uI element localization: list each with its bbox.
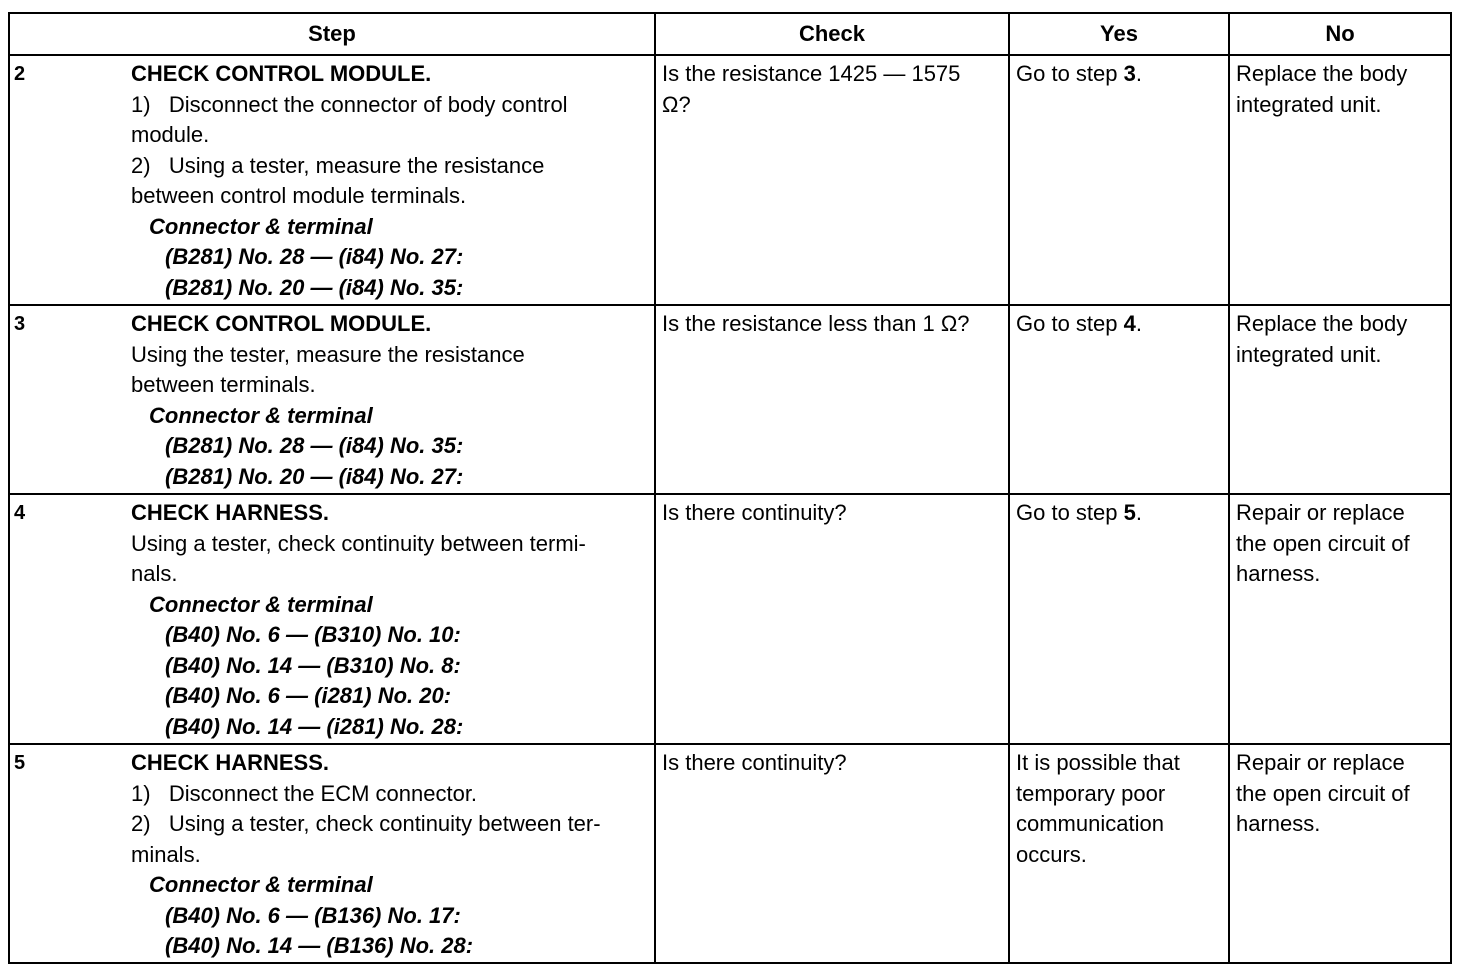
yes-step-ref: 5 — [1123, 500, 1136, 525]
check-cell — [655, 305, 1009, 494]
step-instruction: between control module terminals. — [131, 183, 467, 208]
no-text: Repair or replace — [1236, 750, 1405, 775]
table-row — [9, 744, 1451, 963]
no-text: integrated unit. — [1236, 341, 1382, 367]
step-cell — [9, 55, 655, 305]
header-row — [9, 13, 1451, 55]
step-instruction: 2) Using a tester, measure the resistance — [131, 152, 545, 178]
yes-text: temporary poor — [1016, 780, 1166, 806]
yes-cell — [1009, 744, 1229, 963]
header-check: Check — [655, 13, 1009, 55]
connector-terminal-label: Connector & terminal — [149, 213, 373, 239]
yes-text: Go to step — [1016, 500, 1124, 525]
step-cell — [9, 494, 655, 744]
step-number: 3 — [14, 313, 26, 335]
terminal-spec: (B40) No. 6 — (B310) No. 10: — [165, 622, 461, 647]
step-instruction: module. — [131, 122, 210, 147]
step-instruction: 2) Using a tester, check continuity between ter- — [131, 811, 601, 836]
no-text: integrated unit. — [1236, 91, 1382, 117]
diagnostic-table — [8, 12, 1452, 964]
step-title: CHECK CONTROL MODULE. — [131, 61, 432, 86]
check-text: Is the resistance less than 1 Ω? — [662, 311, 970, 336]
step-number: 4 — [14, 502, 26, 524]
check-text: Ω? — [662, 91, 691, 117]
header-no: No — [1229, 13, 1451, 55]
no-text: Replace the body — [1236, 311, 1408, 336]
step-instruction: 1) Disconnect the connector of body control — [131, 91, 568, 117]
step-instruction: Using a tester, check continuity between termi- — [131, 530, 586, 556]
connector-terminal-label: Connector & terminal — [149, 402, 373, 428]
terminal-spec: (B281) No. 28 — (i84) No. 27: — [165, 244, 464, 269]
step-instruction: 1) Disconnect the ECM connector. — [131, 780, 478, 806]
no-text: harness. — [1236, 811, 1321, 836]
header-yes: Yes — [1009, 13, 1229, 55]
step-title: CHECK CONTROL MODULE. — [131, 311, 432, 336]
terminal-spec: (B281) No. 28 — (i84) No. 35: — [165, 433, 464, 458]
terminal-spec: (B281) No. 20 — (i84) No. 27: — [165, 463, 464, 489]
table-row — [9, 55, 1451, 305]
check-cell — [655, 744, 1009, 963]
connector-terminal-label: Connector & terminal — [149, 591, 373, 617]
yes-cell — [1009, 55, 1229, 305]
step-title: CHECK HARNESS. — [131, 750, 330, 775]
step-instruction: minals. — [131, 841, 201, 867]
step-instruction: between terminals. — [131, 372, 316, 397]
no-text: Replace the body — [1236, 61, 1408, 86]
yes-text: Go to step — [1016, 311, 1124, 336]
terminal-spec: (B40) No. 14 — (i281) No. 28: — [165, 713, 464, 739]
no-cell — [1229, 744, 1451, 963]
step-number: 2 — [14, 63, 26, 85]
check-cell — [655, 55, 1009, 305]
step-cell — [9, 744, 655, 963]
yes-step-ref: 3 — [1123, 61, 1136, 86]
step-cell — [9, 305, 655, 494]
table-row — [9, 305, 1451, 494]
check-cell — [655, 494, 1009, 744]
step-number: 5 — [14, 752, 26, 774]
step-title: CHECK HARNESS. — [131, 500, 330, 525]
no-text: harness. — [1236, 561, 1321, 586]
step-instruction: Using the tester, measure the resistance — [131, 341, 525, 367]
no-cell — [1229, 305, 1451, 494]
terminal-spec: (B40) No. 6 — (i281) No. 20: — [165, 683, 452, 708]
no-cell — [1229, 494, 1451, 744]
no-text: the open circuit of — [1236, 780, 1410, 806]
terminal-spec: (B281) No. 20 — (i84) No. 35: — [165, 274, 464, 300]
table-row — [9, 494, 1451, 744]
step-instruction: nals. — [131, 561, 178, 586]
terminal-spec: (B40) No. 14 — (B136) No. 28: — [165, 933, 474, 958]
yes-cell — [1009, 494, 1229, 744]
yes-cell — [1009, 305, 1229, 494]
connector-terminal-label: Connector & terminal — [149, 872, 373, 897]
check-text: Is there continuity? — [662, 500, 847, 525]
terminal-spec: (B40) No. 6 — (B136) No. 17: — [165, 902, 461, 928]
no-cell — [1229, 55, 1451, 305]
yes-step-ref: 4 — [1123, 311, 1136, 336]
yes-suffix: . — [1135, 311, 1142, 336]
no-text: Repair or replace — [1236, 500, 1405, 525]
no-text: the open circuit of — [1236, 530, 1410, 556]
yes-text: occurs. — [1016, 841, 1087, 867]
header-step: Step — [9, 13, 655, 55]
check-text: Is there continuity? — [662, 750, 847, 775]
terminal-spec: (B40) No. 14 — (B310) No. 8: — [165, 652, 461, 678]
yes-text: Go to step — [1016, 61, 1124, 86]
yes-suffix: . — [1135, 61, 1142, 86]
yes-text: It is possible that — [1016, 750, 1180, 775]
yes-text: communication — [1016, 811, 1164, 836]
check-text: Is the resistance 1425 — 1575 — [662, 61, 961, 86]
yes-suffix: . — [1135, 500, 1142, 525]
